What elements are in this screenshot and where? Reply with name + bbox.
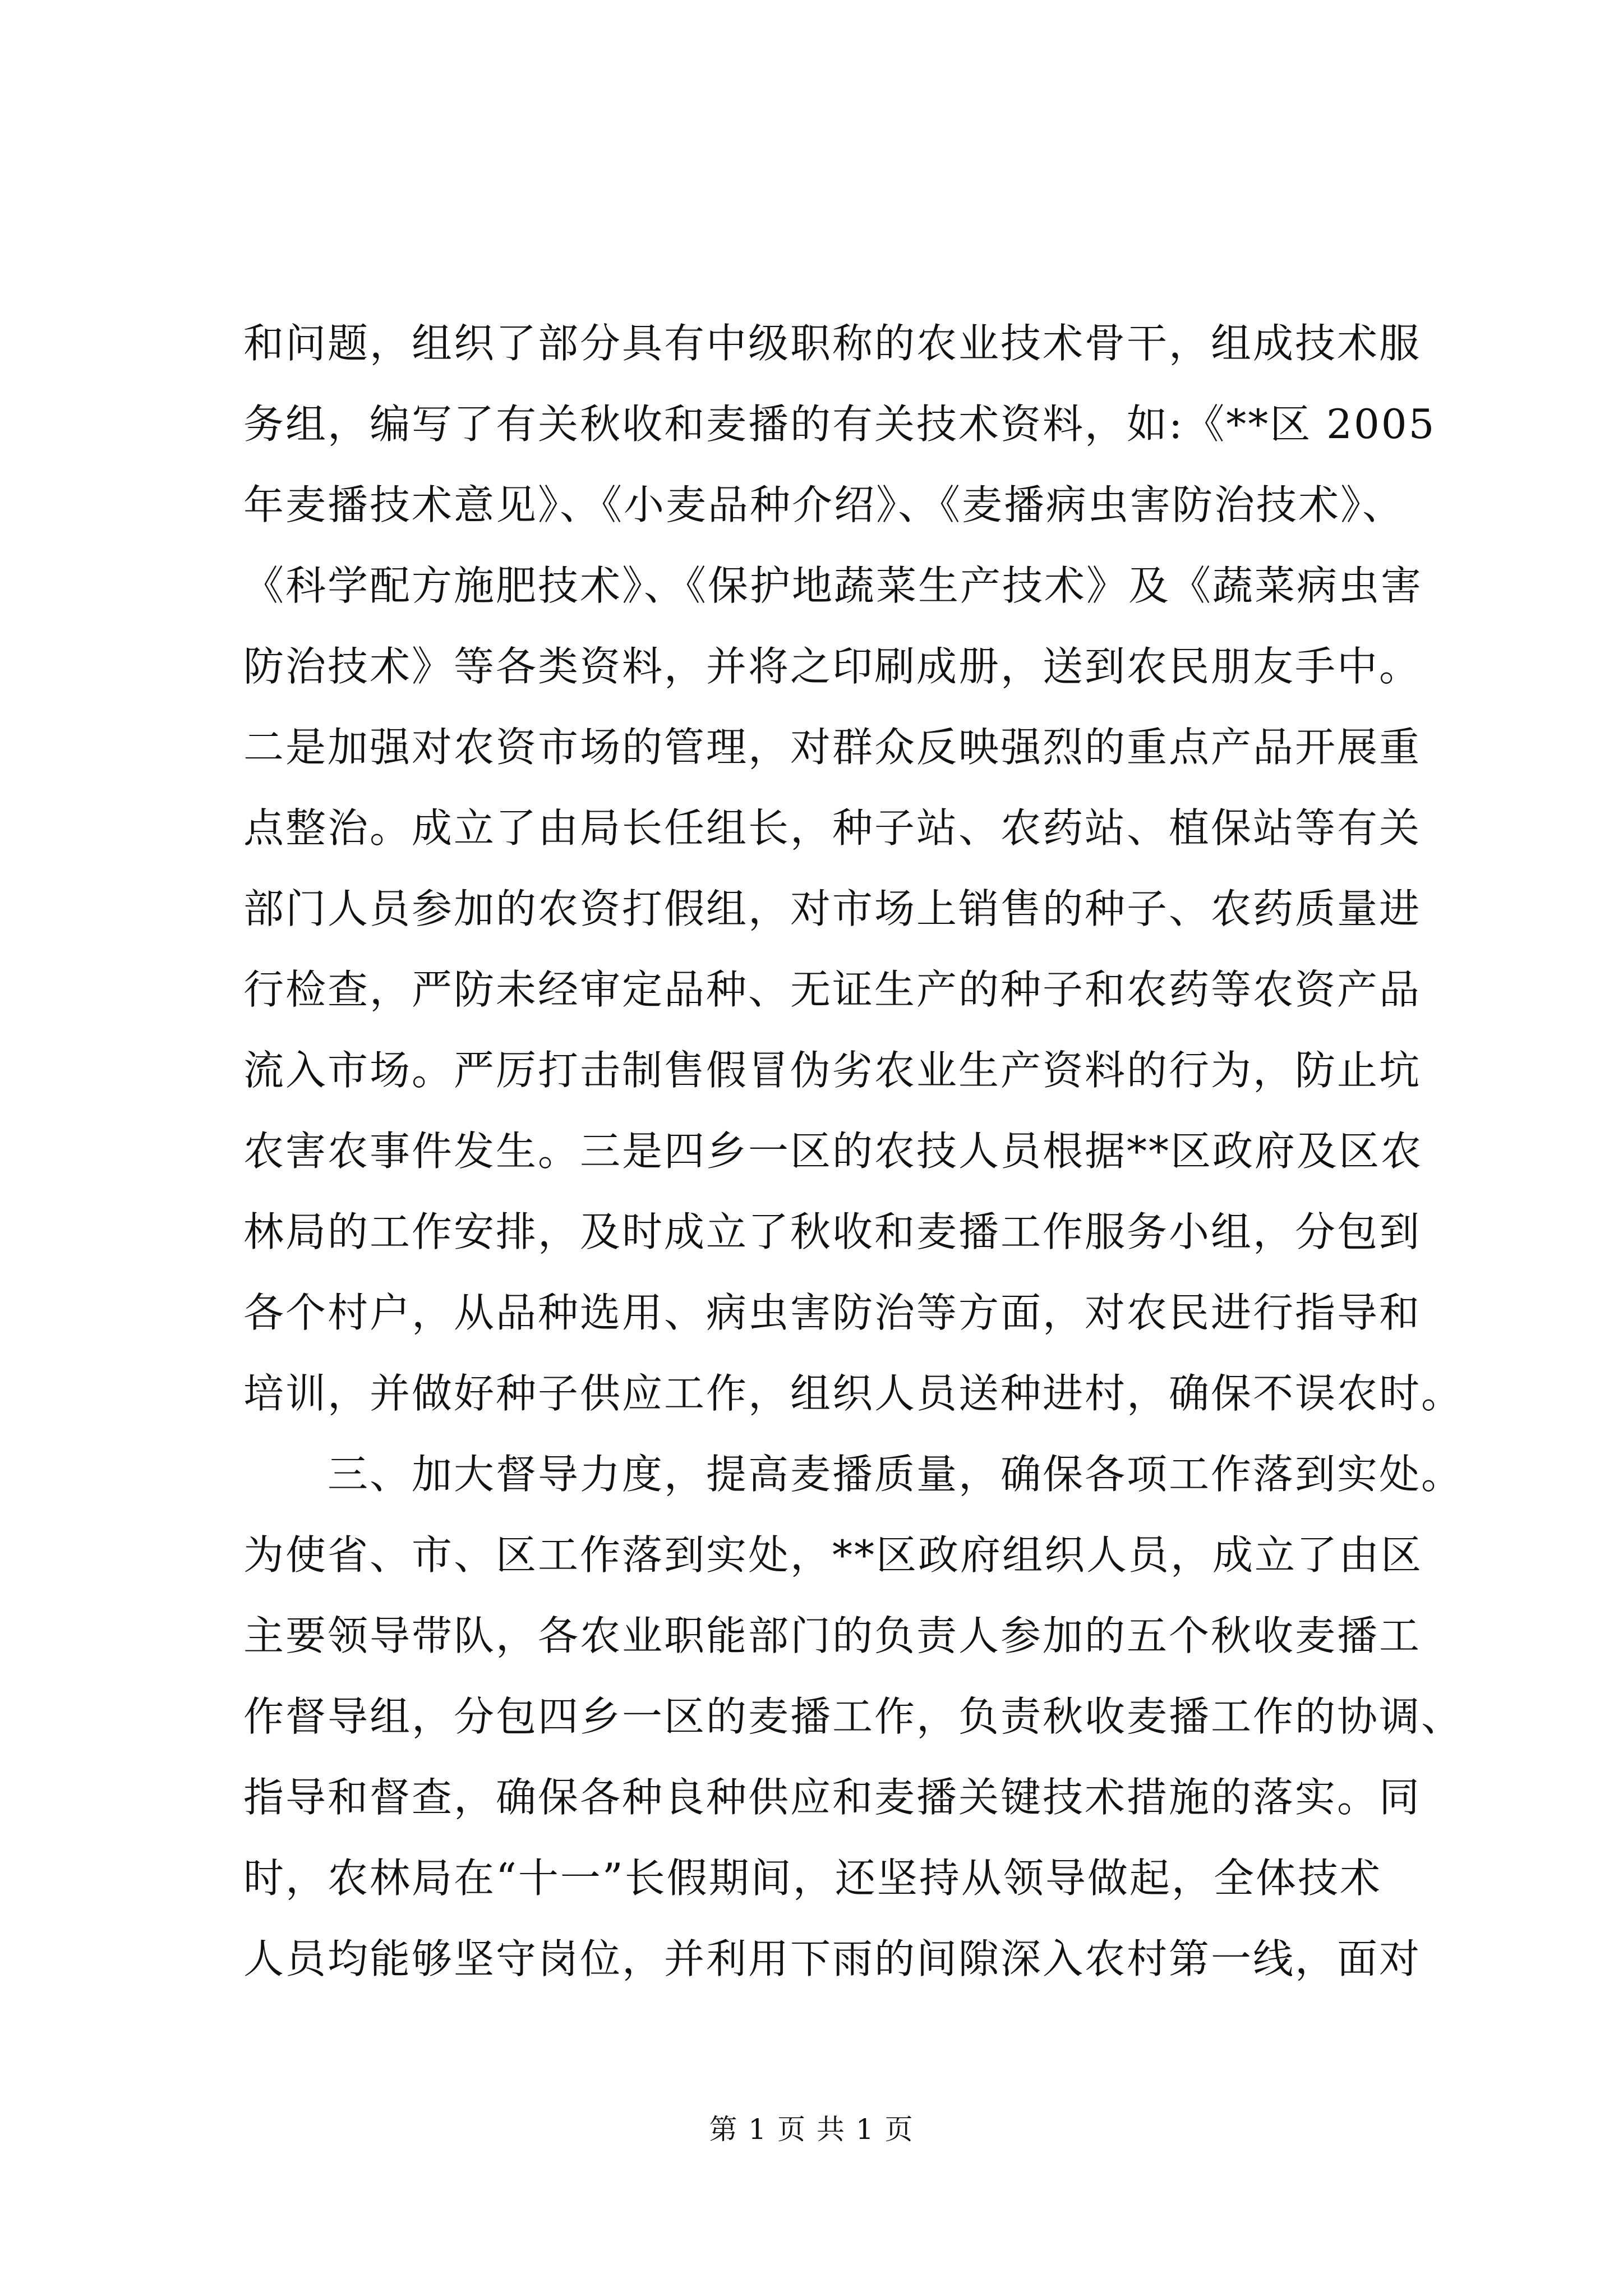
page-footer [0,2111,1623,2147]
text-line: 林局的工作安排，及时成立了秋收和麦播工作服务小组，分包到 [243,1208,1422,1255]
document-body [243,303,1464,1999]
text-line: 部门人员参加的农资打假组，对市场上销售的种子、农药质量进 [243,885,1422,932]
text-line: 农害农事件发生。三是四乡一区的农技人员根据**区政府及区农 [243,1128,1423,1175]
text-line: 各个村户，从品种选用、病虫害防治等方面，对农民进行指导和 [243,1289,1422,1336]
text-line: 年麦播技术意见》、《小麦品种介绍》、《麦播病虫害防治技术》、 [243,481,1405,528]
text-line: 流入市场。严厉打击制售假冒伪劣农业生产资料的行为，防止坑 [243,1047,1422,1094]
text-line: 《科学配方施肥技术》、《保护地蔬菜生产技术》及《蔬菜病虫害 [243,562,1423,609]
text-line: 二是加强对农资市场的管理，对群众反映强烈的重点产品开展重 [243,724,1422,771]
page-number-label: 第 1 页 共 1 页 [709,2113,914,2146]
text-line: 务组，编写了有关秋收和麦播的有关技术资料，如:《**区 2005 [243,401,1436,448]
text-line: 防治技术》等各类资料，并将之印刷成册，送到农民朋友手中。 [243,643,1422,690]
text-line: 三、加大督导力度，提高麦播质量，确保各项工作落到实处。 [243,1451,1464,1498]
text-line: 时，农林局在“十一”长假期间，还坚持从领导做起，全体技术 [243,1855,1382,1902]
text-line: 行检查，严防未经审定品种、无证生产的种子和农药等农资产品 [243,966,1422,1013]
text-line: 培训，并做好种子供应工作，组织人员送种进村，确保不误农时。 [243,1370,1464,1417]
text-line: 点整治。成立了由局长任组长，种子站、农药站、植保站等有关 [243,804,1422,852]
text-line: 作督导组，分包四乡一区的麦播工作，负责秋收麦播工作的协调、 [243,1693,1464,1740]
text-line: 指导和督查，确保各种良种供应和麦播关键技术措施的落实。同 [243,1774,1422,1821]
text-line: 主要领导带队，各农业职能部门的负责人参加的五个秋收麦播工 [243,1612,1422,1659]
text-line: 人员均能够坚守岗位，并利用下雨的间隙深入农村第一线，面对 [243,1935,1422,1982]
text-line: 为使省、市、区工作落到实处，**区政府组织人员，成立了由区 [243,1531,1423,1579]
text-line: 和问题，组织了部分具有中级职称的农业技术骨干，组成技术服 [243,320,1422,367]
